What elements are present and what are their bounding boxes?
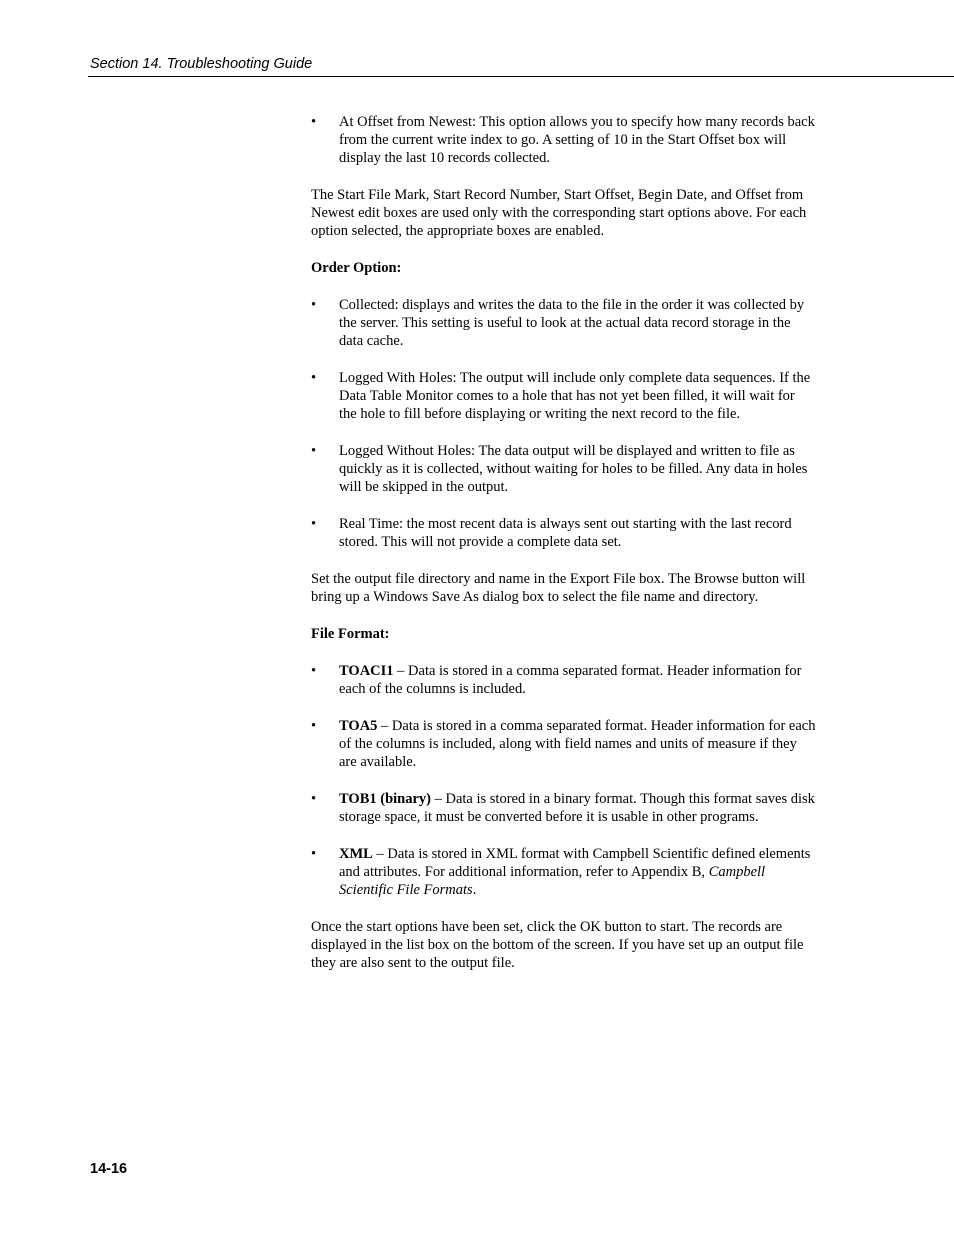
list-item-text: Real Time: the most recent data is always sent out starting with the last record stored. This will not provide a complete data set. [339, 516, 792, 550]
start-options-tail-list [311, 113, 816, 167]
page-number: 14-16 [90, 1161, 128, 1177]
bullet-icon: • [311, 297, 317, 313]
closing-paragraph: Once the start options have been set, click the OK button to start. The records are displayed in the list box on the bottom of the screen. If you have set up an output file they are also sent to the output file. [311, 919, 804, 971]
list-item-text: – Data is stored in XML format with Campbell Scientific defined elements and attributes. For additional information, refer to Appendix B, [339, 846, 811, 880]
bullet-icon: • [311, 663, 317, 679]
list-item-text: Collected: displays and writes the data to the file in the order it was collected by the server. This setting is useful to look at the actual data record storage in the data cache. [339, 297, 805, 349]
list-item [311, 790, 816, 826]
running-header: Section 14. Troubleshooting Guide [90, 56, 313, 72]
export-file-paragraph: Set the output file directory and name in the Export File box. The Browse button will bring up a Windows Save As dialog box to select the file name and directory. [311, 571, 806, 605]
format-term: TOACI1 [339, 663, 394, 679]
list-item [311, 113, 816, 167]
bullet-icon: • [311, 516, 317, 532]
list-item-text: – Data is stored in a comma separated format. Header information for each of the columns is included, along with field names and units of measure if they are available. [339, 718, 816, 770]
list-item-text: At Offset from Newest: This option allows you to specify how many records back from the current write index to go. A setting of 10 in the Start Offset box will display the last 10 records collected. [339, 114, 815, 166]
list-item [311, 845, 816, 899]
bullet-icon: • [311, 443, 317, 459]
order-option-list [311, 296, 816, 551]
appendix-reference: Campbell Scientific File Formats [339, 864, 766, 898]
bullet-icon: • [311, 791, 317, 807]
header-rule [88, 76, 954, 77]
list-item [311, 717, 816, 771]
list-item [311, 662, 816, 698]
bullet-icon: • [311, 370, 317, 386]
order-option-heading: Order Option: [311, 260, 402, 276]
format-term: TOB1 (binary) [339, 791, 431, 807]
format-term: XML [339, 846, 373, 862]
list-item [311, 442, 816, 496]
list-item [311, 515, 816, 551]
file-format-heading: File Format: [311, 626, 390, 642]
bullet-icon: • [311, 718, 317, 734]
list-item-text: – Data is stored in a comma separated format. Header information for each of the columns is included. [339, 663, 802, 697]
list-item-text: Logged Without Holes: The data output will be displayed and written to file as quickly as it is collected, without waiting for holes to be filled. Any data in holes will be skipped in the output. [339, 443, 808, 495]
bullet-icon: • [311, 114, 317, 130]
list-item [311, 369, 816, 423]
page-body [311, 113, 816, 991]
list-item-tail: . [472, 882, 477, 898]
list-item-text: Logged With Holes: The output will include only complete data sequences. If the Data Table Monitor comes to a hole that has not yet been filled, it will wait for the hole to fill before displaying or writing the next record to the file. [339, 370, 811, 422]
bullet-icon: • [311, 846, 317, 862]
format-term: TOA5 [339, 718, 378, 734]
file-format-list [311, 662, 816, 899]
edit-boxes-paragraph: The Start File Mark, Start Record Number, Start Offset, Begin Date, and Offset from Newest edit boxes are used only with the corresponding start options above. For each option selected, the appropriate boxes are enabled. [311, 187, 807, 239]
list-item [311, 296, 816, 350]
list-item-text: – Data is stored in a binary format. Though this format saves disk storage space, it must be converted before it is usable in other programs. [339, 791, 815, 825]
